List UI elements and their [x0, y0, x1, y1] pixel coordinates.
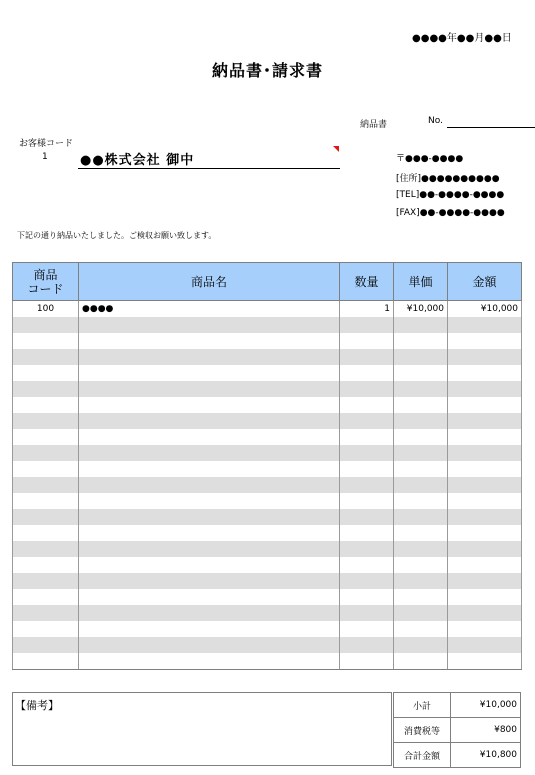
totals-table [393, 692, 521, 768]
item-name-cell[interactable]: ●●●● [79, 301, 340, 318]
item-code-cell[interactable]: 100 [13, 301, 79, 318]
item-amount-cell[interactable] [448, 509, 522, 525]
item-code-cell[interactable] [13, 525, 79, 541]
item-qty-cell[interactable] [340, 589, 394, 605]
item-amount-cell[interactable] [448, 637, 522, 653]
item-code-cell[interactable] [13, 573, 79, 589]
item-qty-cell[interactable] [340, 541, 394, 557]
doc-number-field[interactable] [447, 127, 535, 128]
item-unit-price-cell[interactable] [394, 413, 448, 429]
item-amount-cell[interactable] [448, 573, 522, 589]
item-amount-cell[interactable] [448, 557, 522, 573]
tax-label: 消費税等 [394, 718, 451, 743]
item-name-cell[interactable] [79, 605, 340, 621]
item-name-cell[interactable] [79, 365, 340, 381]
col-header-amount: 金額 [448, 263, 522, 301]
item-qty-cell[interactable] [340, 605, 394, 621]
item-name-cell[interactable] [79, 653, 340, 670]
item-name-cell[interactable] [79, 525, 340, 541]
customer-code[interactable]: 1 [42, 152, 48, 162]
item-amount-cell[interactable] [448, 621, 522, 637]
table-row [13, 317, 522, 333]
item-name-cell[interactable] [79, 621, 340, 637]
item-name-cell[interactable] [79, 557, 340, 573]
item-unit-price-cell[interactable] [394, 333, 448, 349]
item-code-cell[interactable] [13, 653, 79, 670]
table-row [13, 509, 522, 525]
item-unit-price-cell[interactable] [394, 365, 448, 381]
item-qty-cell[interactable] [340, 621, 394, 637]
total-value: ¥10,800 [451, 743, 521, 768]
table-row [13, 301, 522, 318]
item-amount-cell[interactable] [448, 445, 522, 461]
item-qty-cell[interactable] [340, 509, 394, 525]
item-qty-cell[interactable] [340, 637, 394, 653]
item-name-cell[interactable] [79, 349, 340, 365]
item-code-cell[interactable] [13, 589, 79, 605]
item-amount-cell[interactable] [448, 413, 522, 429]
item-unit-price-cell[interactable] [394, 621, 448, 637]
item-qty-cell[interactable]: 1 [340, 301, 394, 318]
item-qty-cell[interactable] [340, 525, 394, 541]
remarks-label: 【備考】 [15, 699, 59, 712]
subtotal-label: 小計 [394, 693, 451, 718]
col-header-code-line2: コード [27, 281, 64, 296]
table-row [13, 477, 522, 493]
item-amount-cell[interactable] [448, 477, 522, 493]
item-code-cell[interactable] [13, 461, 79, 477]
item-name-cell[interactable] [79, 445, 340, 461]
item-unit-price-cell[interactable] [394, 637, 448, 653]
table-row [13, 605, 522, 621]
item-code-cell[interactable] [13, 509, 79, 525]
item-amount-cell[interactable]: ¥10,000 [448, 301, 522, 318]
table-row [13, 557, 522, 573]
sender-tel: [TEL]●●-●●●●-●●●● [396, 190, 505, 200]
table-row [13, 589, 522, 605]
item-code-cell[interactable] [13, 397, 79, 413]
item-amount-cell[interactable] [448, 653, 522, 670]
subtotal-row [394, 693, 521, 718]
item-qty-cell[interactable] [340, 381, 394, 397]
item-code-cell[interactable] [13, 349, 79, 365]
item-unit-price-cell[interactable] [394, 509, 448, 525]
total-row [394, 743, 521, 768]
table-row [13, 349, 522, 365]
item-amount-cell[interactable] [448, 365, 522, 381]
item-amount-cell[interactable] [448, 461, 522, 477]
doc-type-label: 納品書 [360, 120, 388, 130]
item-name-cell[interactable] [79, 413, 340, 429]
table-row [13, 413, 522, 429]
item-unit-price-cell[interactable] [394, 477, 448, 493]
item-qty-cell[interactable] [340, 397, 394, 413]
item-name-cell[interactable] [79, 333, 340, 349]
item-unit-price-cell[interactable] [394, 525, 448, 541]
item-qty-cell[interactable] [340, 413, 394, 429]
table-row [13, 381, 522, 397]
customer-name[interactable]: ●●株式会社 御中 [80, 153, 195, 168]
item-name-cell[interactable] [79, 541, 340, 557]
items-table [12, 262, 522, 670]
items-header-row [13, 263, 522, 301]
sender-postal: 〒●●●-●●●● [396, 154, 464, 164]
doc-number-label: No. [428, 116, 443, 126]
col-header-price: 単価 [394, 263, 448, 301]
customer-code-label: お客様コード [19, 139, 74, 149]
item-code-cell[interactable] [13, 477, 79, 493]
item-name-cell[interactable] [79, 509, 340, 525]
item-name-cell[interactable] [79, 429, 340, 445]
table-row [13, 365, 522, 381]
table-row [13, 573, 522, 589]
item-name-cell[interactable] [79, 317, 340, 333]
sender-address: [住所]●●●●●●●●●● [396, 174, 500, 184]
table-row [13, 429, 522, 445]
item-unit-price-cell[interactable] [394, 429, 448, 445]
item-qty-cell[interactable] [340, 477, 394, 493]
table-row [13, 461, 522, 477]
item-unit-price-cell[interactable] [394, 349, 448, 365]
item-amount-cell[interactable] [448, 589, 522, 605]
item-amount-cell[interactable] [448, 541, 522, 557]
item-unit-price-cell[interactable] [394, 557, 448, 573]
item-code-cell[interactable] [13, 365, 79, 381]
item-name-cell[interactable] [79, 397, 340, 413]
item-amount-cell[interactable] [448, 525, 522, 541]
item-unit-price-cell[interactable]: ¥10,000 [394, 301, 448, 318]
customer-underline [78, 168, 340, 169]
item-unit-price-cell[interactable] [394, 381, 448, 397]
comment-indicator-icon[interactable] [333, 146, 339, 152]
item-name-cell[interactable] [79, 493, 340, 509]
table-row [13, 653, 522, 670]
item-qty-cell[interactable] [340, 493, 394, 509]
item-unit-price-cell[interactable] [394, 605, 448, 621]
item-qty-cell[interactable] [340, 461, 394, 477]
issue-date: ●●●●年●●月●●日 [412, 33, 512, 44]
table-row [13, 445, 522, 461]
table-row [13, 541, 522, 557]
col-header-name: 商品名 [79, 263, 340, 301]
item-name-cell[interactable] [79, 589, 340, 605]
item-qty-cell[interactable] [340, 349, 394, 365]
table-row [13, 397, 522, 413]
subtotal-value: ¥10,000 [451, 693, 521, 718]
notice-text: 下記の通り納品いたしました。ご検収お願い致します。 [17, 231, 217, 240]
item-unit-price-cell[interactable] [394, 461, 448, 477]
item-code-cell[interactable] [13, 541, 79, 557]
item-name-cell[interactable] [79, 477, 340, 493]
item-code-cell[interactable] [13, 381, 79, 397]
item-amount-cell[interactable] [448, 429, 522, 445]
item-qty-cell[interactable] [340, 317, 394, 333]
remarks-box[interactable] [12, 692, 392, 766]
item-code-cell[interactable] [13, 445, 79, 461]
item-qty-cell[interactable] [340, 365, 394, 381]
item-unit-price-cell[interactable] [394, 653, 448, 670]
item-unit-price-cell[interactable] [394, 317, 448, 333]
item-qty-cell[interactable] [340, 333, 394, 349]
item-name-cell[interactable] [79, 637, 340, 653]
item-code-cell[interactable] [13, 413, 79, 429]
item-amount-cell[interactable] [448, 605, 522, 621]
item-amount-cell[interactable] [448, 349, 522, 365]
table-row [13, 493, 522, 509]
tax-row [394, 718, 521, 743]
item-code-cell[interactable] [13, 317, 79, 333]
table-row [13, 525, 522, 541]
item-amount-cell[interactable] [448, 397, 522, 413]
item-amount-cell[interactable] [448, 493, 522, 509]
col-header-code [13, 263, 79, 301]
item-qty-cell[interactable] [340, 445, 394, 461]
item-unit-price-cell[interactable] [394, 397, 448, 413]
item-code-cell[interactable] [13, 637, 79, 653]
item-amount-cell[interactable] [448, 317, 522, 333]
col-header-code-line1: 商品 [33, 267, 58, 282]
item-name-cell[interactable] [79, 381, 340, 397]
item-amount-cell[interactable] [448, 381, 522, 397]
document-title: 納品書･請求書 [211, 61, 323, 80]
item-name-cell[interactable] [79, 573, 340, 589]
total-label: 合計金額 [394, 743, 451, 768]
item-unit-price-cell[interactable] [394, 445, 448, 461]
item-qty-cell[interactable] [340, 429, 394, 445]
item-unit-price-cell[interactable] [394, 541, 448, 557]
item-name-cell[interactable] [79, 461, 340, 477]
sender-fax: [FAX]●●-●●●●-●●●● [396, 208, 505, 218]
item-amount-cell[interactable] [448, 333, 522, 349]
item-unit-price-cell[interactable] [394, 589, 448, 605]
item-qty-cell[interactable] [340, 653, 394, 670]
item-code-cell[interactable] [13, 621, 79, 637]
item-unit-price-cell[interactable] [394, 493, 448, 509]
item-code-cell[interactable] [13, 333, 79, 349]
table-row [13, 621, 522, 637]
item-code-cell[interactable] [13, 493, 79, 509]
item-code-cell[interactable] [13, 557, 79, 573]
item-unit-price-cell[interactable] [394, 573, 448, 589]
table-row [13, 333, 522, 349]
table-row [13, 637, 522, 653]
tax-value: ¥800 [451, 718, 521, 743]
item-code-cell[interactable] [13, 429, 79, 445]
col-header-qty: 数量 [340, 263, 394, 301]
item-code-cell[interactable] [13, 605, 79, 621]
item-qty-cell[interactable] [340, 573, 394, 589]
item-qty-cell[interactable] [340, 557, 394, 573]
